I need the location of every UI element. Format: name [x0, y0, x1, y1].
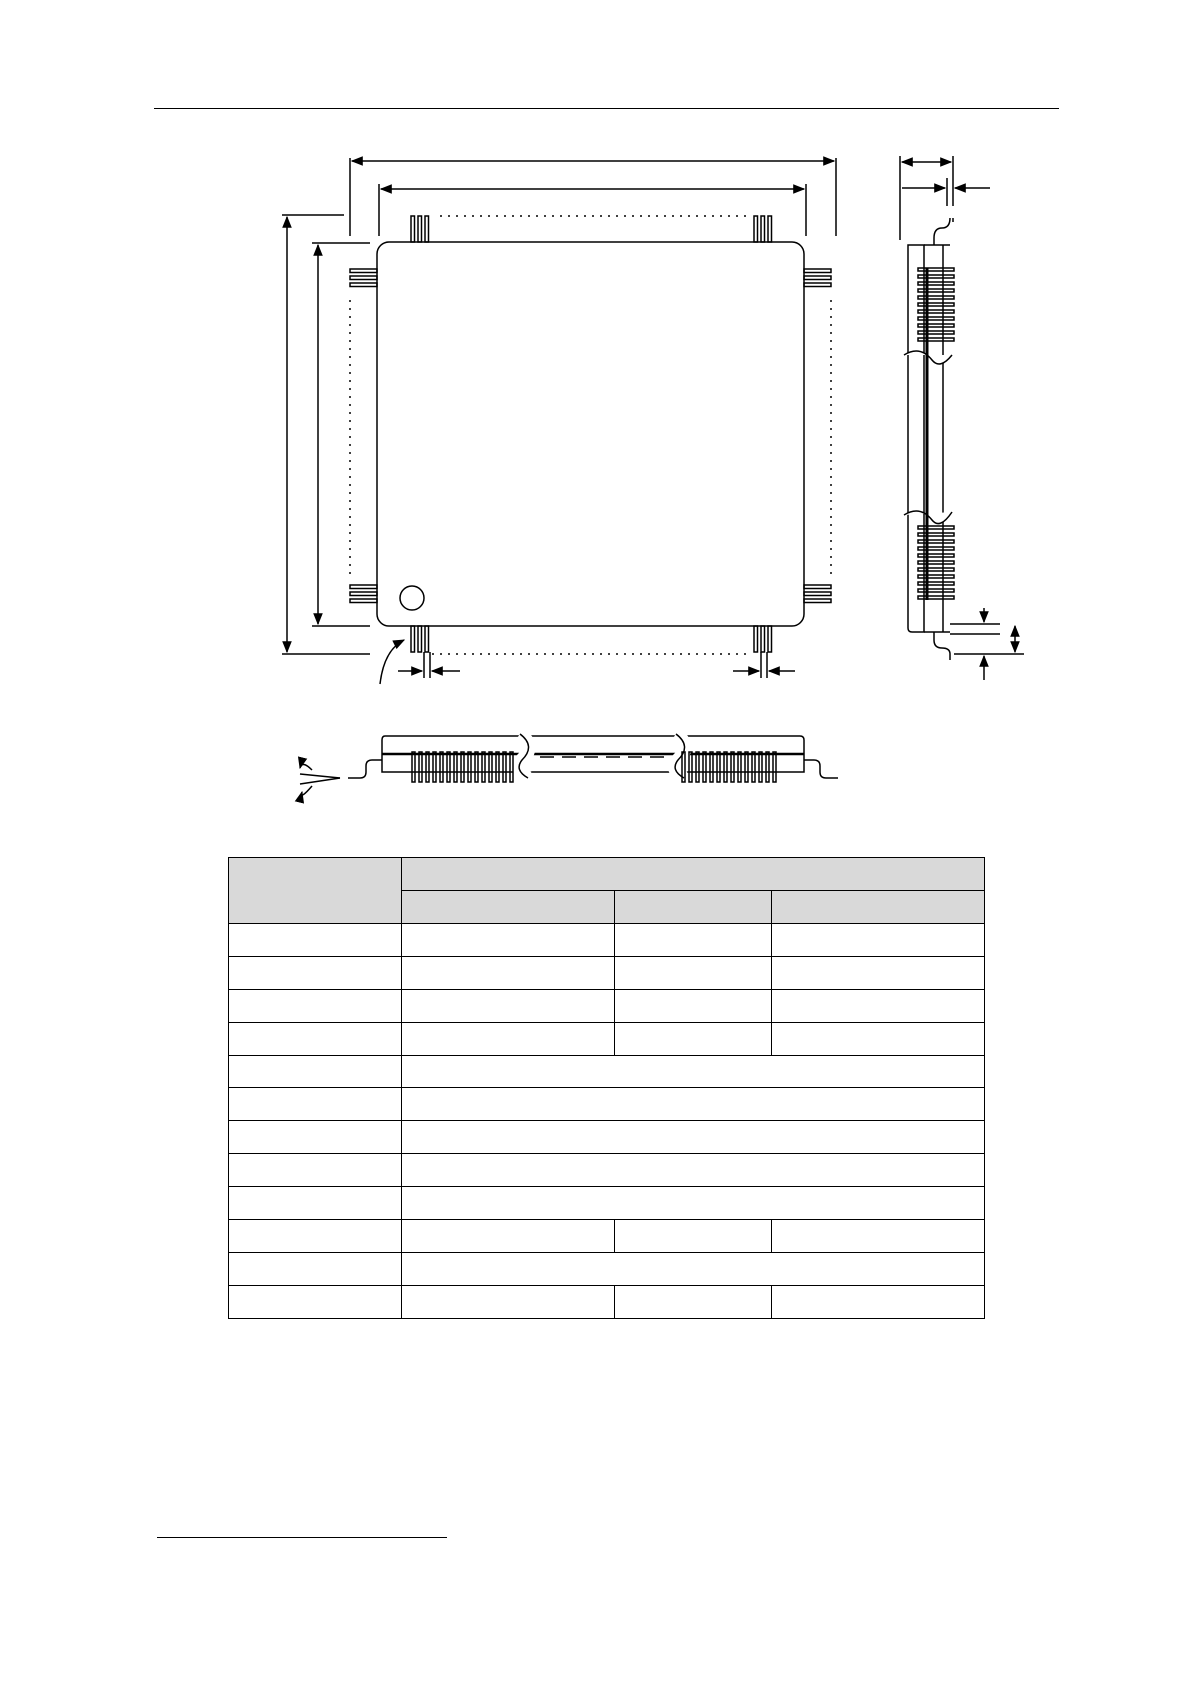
table-row [229, 1055, 985, 1088]
dim-overall-width [350, 158, 836, 236]
table-cell [772, 956, 985, 989]
table-cell [229, 923, 402, 956]
table-cell [615, 1022, 772, 1055]
dim-body-width [379, 184, 806, 236]
footnote-rule [157, 1537, 447, 1538]
pin1-marker-icon [400, 586, 424, 610]
header-symbol-cell [229, 858, 402, 924]
table-row [229, 1285, 985, 1318]
package-body [377, 242, 804, 626]
left-pins-bottom [350, 585, 377, 603]
table-cell [402, 1285, 615, 1318]
pin1-leader [380, 640, 404, 684]
table-cell [402, 1220, 615, 1253]
table-cell [229, 956, 402, 989]
table-row [229, 1088, 985, 1121]
table-header-row [229, 858, 985, 891]
dimension-table [228, 857, 985, 1319]
table-row [229, 956, 985, 989]
table-cell [229, 1088, 402, 1121]
dim-body-height [312, 243, 370, 626]
table-cell [229, 1055, 402, 1088]
table-cell [402, 1088, 985, 1121]
table-cell [772, 989, 985, 1022]
table-cell [402, 1055, 985, 1088]
table-cell [402, 989, 615, 1022]
bottom-pins-left [411, 626, 429, 652]
table-cell [615, 1285, 772, 1318]
table-row [229, 1154, 985, 1187]
table-cell [402, 956, 615, 989]
header-sub-cell [402, 890, 615, 923]
table-cell [402, 1253, 985, 1286]
table-cell [402, 923, 615, 956]
side-view-bottom [300, 734, 838, 795]
table-cell [229, 1187, 402, 1220]
table-cell [402, 1187, 985, 1220]
table-row [229, 1022, 985, 1055]
table-row [229, 1220, 985, 1253]
table-cell [229, 1253, 402, 1286]
bottom-leads-right [682, 752, 776, 782]
table-row [229, 923, 985, 956]
bottom-leads-left [412, 752, 513, 782]
bottom-pins-right [754, 626, 772, 652]
table-cell [772, 1220, 985, 1253]
table-cell [229, 1285, 402, 1318]
top-pins-right [754, 216, 772, 242]
table-cell [615, 1220, 772, 1253]
side-view-right [900, 156, 1024, 680]
table-cell [229, 1022, 402, 1055]
header-sub-cell [615, 890, 772, 923]
table-cell [615, 989, 772, 1022]
table-row [229, 1187, 985, 1220]
table-cell [772, 1022, 985, 1055]
dim-lead-width-right [733, 652, 795, 678]
table-cell [402, 1022, 615, 1055]
table-cell [229, 1154, 402, 1187]
table-row [229, 1121, 985, 1154]
table-cell [229, 989, 402, 1022]
right-pins-top [804, 269, 831, 287]
dim-lead-width-left [398, 652, 460, 678]
table-row [229, 1253, 985, 1286]
table-cell [772, 1285, 985, 1318]
top-pins-left [411, 216, 429, 242]
header-sub-cell [772, 890, 985, 923]
table-cell [402, 1121, 985, 1154]
table-cell [615, 956, 772, 989]
header-group-cell [402, 858, 985, 891]
left-pins-top [350, 269, 377, 287]
top-view [282, 158, 836, 684]
table-cell [229, 1121, 402, 1154]
table-cell [402, 1154, 985, 1187]
table-row [229, 989, 985, 1022]
table-cell [229, 1220, 402, 1253]
table-cell [615, 923, 772, 956]
table-cell [772, 923, 985, 956]
right-pins-bottom [804, 585, 831, 603]
